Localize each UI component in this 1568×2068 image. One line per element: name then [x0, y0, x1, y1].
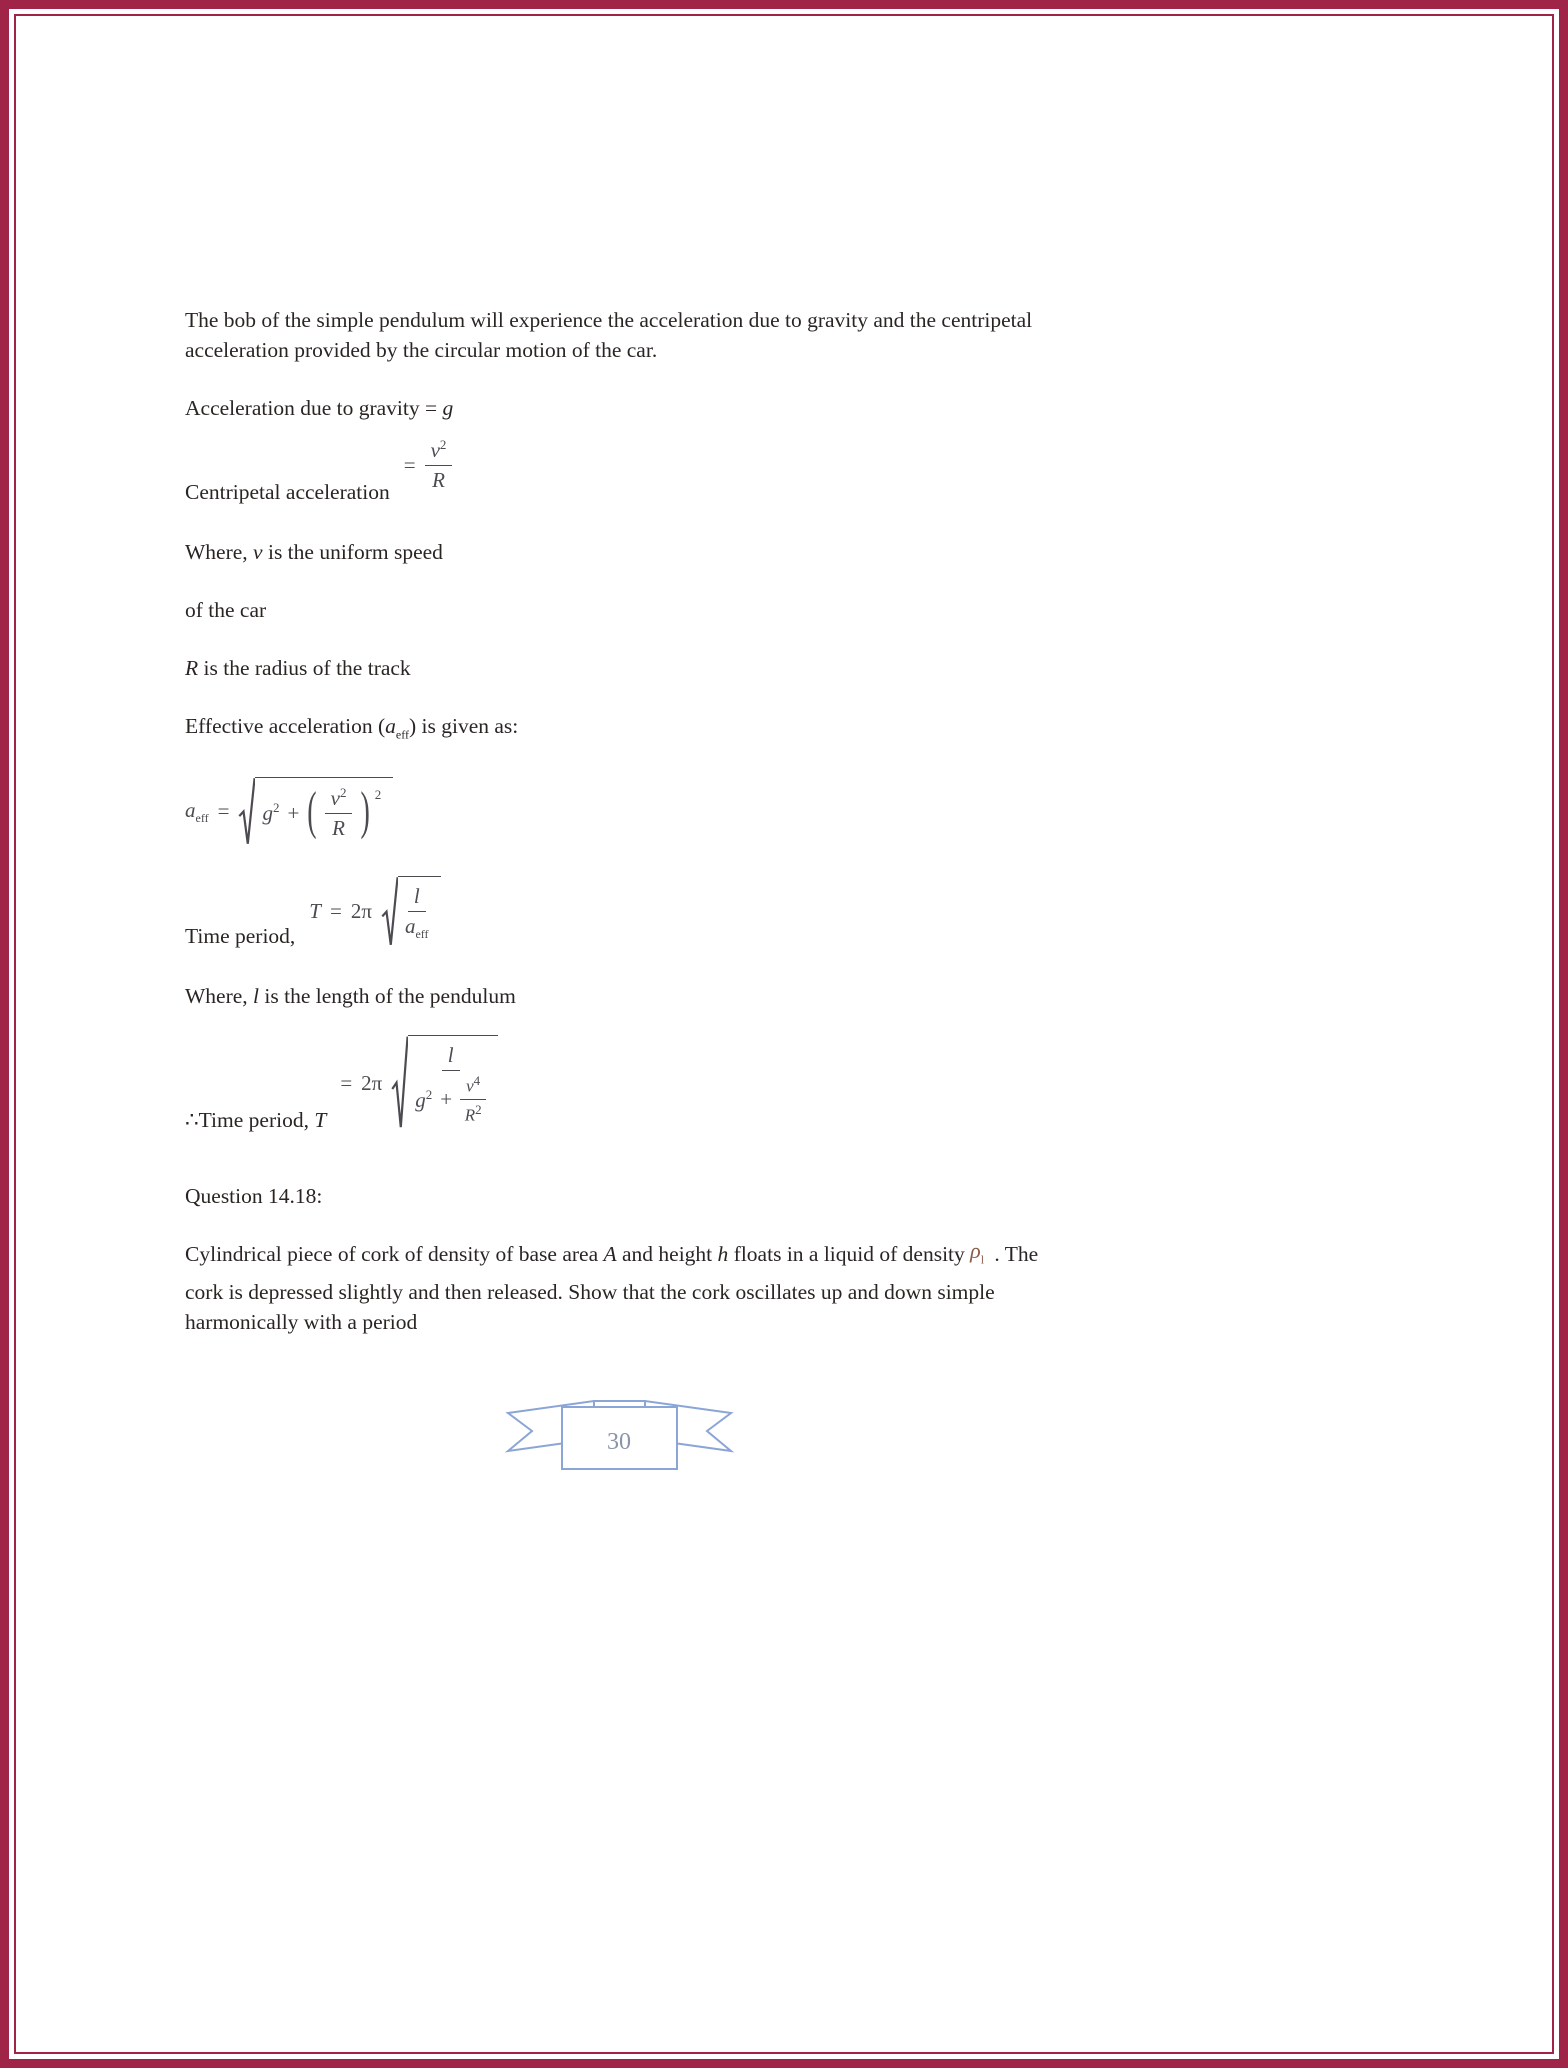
- radius-post: is the radius of the track: [198, 656, 411, 680]
- time-period-label: Time period,: [185, 924, 296, 949]
- radical-sign-icon: [381, 876, 398, 947]
- centripetal-math: [404, 437, 453, 493]
- ribbon-banner-icon: [502, 1393, 737, 1477]
- radicand: [408, 1035, 498, 1130]
- where-v-pre: Where,: [185, 540, 254, 564]
- sub-eff: eff: [195, 810, 209, 825]
- aeff-formula-row: [185, 777, 1053, 846]
- page-number-ribbon: [185, 1393, 1053, 1477]
- question-text-1: Cylindrical piece of cork of density of base area: [185, 1241, 604, 1266]
- fraction-l-over-aeff: [405, 884, 429, 942]
- radicand: [398, 876, 441, 947]
- fraction-denominator: [465, 1100, 482, 1126]
- fraction-denominator: [415, 1071, 486, 1125]
- plus-sign: +: [440, 1087, 453, 1112]
- where-v-line: [185, 537, 1053, 567]
- var-l: l: [253, 984, 260, 1009]
- intro-paragraph: The bob of the simple pendulum will experience the acceleration due to gravity and the centripetal acceleration provided by the circular motion of the car.: [185, 308, 1033, 362]
- gravity-var-g: g: [442, 396, 454, 420]
- var-R: R: [332, 816, 345, 841]
- var-v: v: [253, 540, 263, 564]
- radicand: [255, 777, 393, 846]
- sub-l: l: [980, 1252, 985, 1267]
- sub-eff: eff: [395, 727, 409, 742]
- centripetal-formula-row: [185, 437, 1053, 507]
- equals-sign: =: [403, 452, 416, 477]
- var-A: A: [603, 1241, 617, 1266]
- centripetal-label: Centripetal acceleration: [185, 480, 390, 504]
- fraction-numerator: [425, 437, 453, 466]
- fraction-denominator: [432, 466, 445, 493]
- equals-sign: =: [329, 899, 342, 924]
- radius-line: [185, 653, 1053, 683]
- plus-sign: +: [287, 800, 300, 825]
- var-v: v: [330, 786, 340, 811]
- radical: [381, 876, 441, 947]
- question-paragraph: [185, 1239, 1053, 1337]
- var-rho: ρ: [970, 1237, 981, 1263]
- var-l: l: [447, 1043, 454, 1068]
- exponent-2: 2: [475, 1102, 482, 1118]
- fraction-l-over-denominator: [415, 1043, 486, 1125]
- effective-post: ) is given as:: [409, 714, 519, 738]
- question-heading: Question 14.18:: [185, 1183, 323, 1208]
- fraction-denominator: [405, 912, 429, 942]
- question-text-2: and height: [616, 1241, 718, 1266]
- where-l-post: is the length of the pendulum: [259, 984, 516, 1009]
- fraction-v2-over-R: [425, 437, 453, 493]
- var-a: a: [385, 714, 396, 738]
- radical: [238, 777, 393, 846]
- fraction-denominator: [332, 814, 345, 841]
- where-l-line: [185, 981, 1053, 1011]
- therefore-label: [185, 1105, 326, 1135]
- therefore-text: ∴Time period,: [185, 1107, 315, 1132]
- var-h: h: [717, 1241, 729, 1266]
- var-T: T: [314, 1107, 327, 1132]
- final-time-period-row: [185, 1039, 1053, 1134]
- var-l: l: [413, 884, 420, 909]
- right-paren: ): [360, 782, 370, 842]
- exponent-2: 2: [339, 785, 347, 801]
- denominator-expression: [415, 1073, 486, 1125]
- question-text-3: floats in a liquid of density: [728, 1241, 965, 1266]
- equals-sign: =: [217, 799, 230, 824]
- time-period-math: [309, 876, 440, 947]
- aeff-math: [185, 777, 393, 846]
- gravity-line: [185, 393, 1053, 423]
- fraction-numerator: [408, 884, 426, 912]
- radical-sign-icon: [238, 777, 255, 846]
- equals-sign: =: [340, 1070, 353, 1095]
- var-R: R: [464, 1105, 476, 1125]
- where-l-pre: Where,: [185, 984, 254, 1009]
- fraction-v2-over-R: [325, 785, 353, 841]
- left-paren: (: [307, 782, 317, 842]
- two-pi: 2π: [361, 1070, 383, 1095]
- where-v-post: is the uniform speed: [262, 540, 443, 564]
- radical: [391, 1035, 498, 1130]
- two-pi: 2π: [350, 899, 372, 924]
- effective-pre: Effective acceleration (: [185, 714, 386, 738]
- g-squared: [262, 800, 279, 826]
- page-content: [185, 9, 1053, 1477]
- var-T: T: [309, 899, 321, 924]
- final-math: [340, 1035, 498, 1130]
- fraction-numerator: [325, 785, 353, 814]
- question-text-4: . The cork is depressed slightly and then released. Show that the cork oscillates up and down simple harmonically with a period: [185, 1241, 1039, 1335]
- var-a: a: [185, 797, 196, 822]
- g-squared: [415, 1087, 432, 1113]
- var-R: R: [185, 656, 199, 680]
- exponent-2: 2: [439, 437, 447, 452]
- time-period-row: [185, 880, 1053, 951]
- var-rho-l: [970, 1237, 985, 1267]
- fraction-numerator: [460, 1073, 486, 1100]
- fraction-numerator: [442, 1043, 460, 1071]
- var-a-eff: [185, 798, 209, 826]
- fraction-v4-over-R2: [460, 1073, 486, 1125]
- var-g: g: [262, 801, 273, 826]
- exponent-2: 2: [272, 800, 280, 816]
- var-v: v: [466, 1077, 474, 1097]
- outer-exponent-2: 2: [374, 787, 382, 803]
- var-a: a: [404, 914, 416, 939]
- exponent-2: 2: [425, 1086, 433, 1102]
- sub-eff: eff: [415, 927, 429, 942]
- var-R: R: [432, 468, 445, 492]
- effective-line: [185, 711, 1053, 749]
- gravity-text: Acceleration due to gravity =: [185, 396, 443, 420]
- exponent-4: 4: [473, 1073, 481, 1089]
- var-g: g: [415, 1087, 426, 1112]
- of-the-car-line: of the car: [185, 598, 267, 622]
- radical-sign-icon: [391, 1035, 408, 1130]
- var-v: v: [430, 438, 440, 462]
- page-number: 30: [606, 1429, 631, 1456]
